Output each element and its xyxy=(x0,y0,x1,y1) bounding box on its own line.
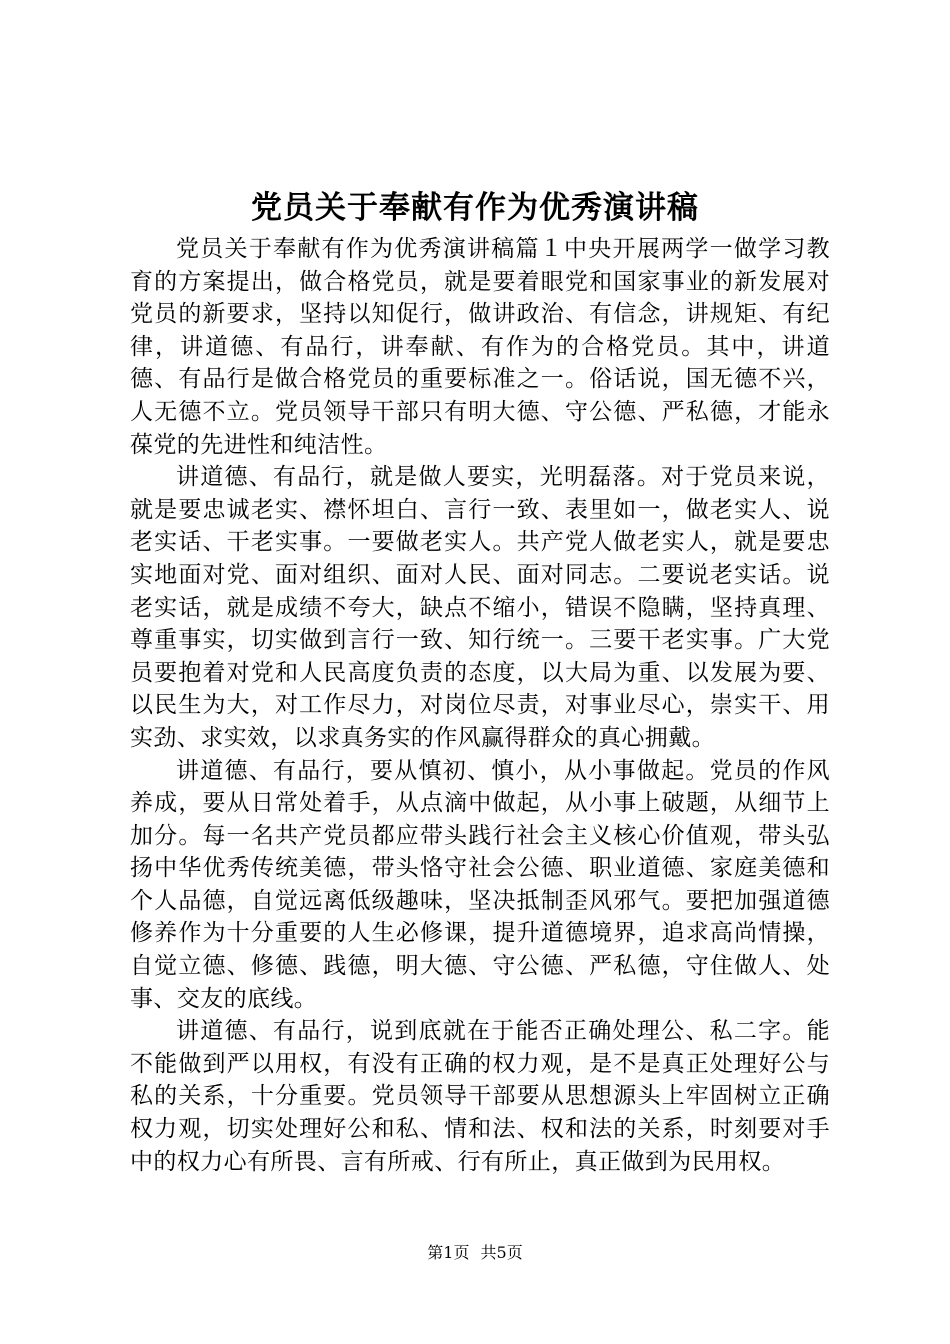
paragraph-1: 党员关于奉献有作为优秀演讲稿篇１中央开展两学一做学习教育的方案提出，做合格党员，就是要着眼党和国家事业的新发展对党员的新要求，坚持以知促行，做讲政治、有信念，讲规矩、有纪律，讲道德、有品行，讲奉献、有作为的合格党员。其中，讲道德、有品行是做合格党员的重要标准之一。俗话说，国无德不兴，人无德不立。党员领导干部只有明大德、守公德、严私德，才能永葆党的先进性和纯洁性。 xyxy=(130,236,830,458)
paragraph-3: 讲道德、有品行，要从慎初、慎小，从小事做起。党员的作风养成，要从日常处着手，从点滴中做起，从小事上破题，从细节上加分。每一名共产党员都应带头践行社会主义核心价值观，带头弘扬中华优秀传统美德，带头恪守社会公德、职业道德、家庭美德和个人品德，自觉远离低级趣味，坚决抵制歪风邪气。要把加强道德修养作为十分重要的人生必修课，提升道德境界，追求高尚情操，自觉立德、修德、践德，明大德、守公德、严私德，守住做人、处事、交友的底线。 xyxy=(130,757,830,1012)
page-title: 党员关于奉献有作为优秀演讲稿 xyxy=(251,190,699,226)
paragraph-2: 讲道德、有品行，就是做人要实，光明磊落。对于党员来说，就是要忠诚老实、襟怀坦白、言行一致、表里如一，做老实人、说老实话、干老实事。一要做老实人。共产党人做老实人，就是要忠实地面对党、面对组织、面对人民、面对同志。二要说老实话。说老实话，就是成绩不夸大，缺点不缩小，错误不隐瞒，坚持真理、尊重事实，切实做到言行一致、知行统一。三要干老实事。广大党员要抱着对党和人民高度负责的态度，以大局为重、以发展为要、以民生为大，对工作尽力，对岗位尽责，对事业尽心，崇实干、用实劲、求实效，以求真务实的作风赢得群众的真心拥戴。 xyxy=(130,464,830,751)
page-number-footer: 第1页 共5页 xyxy=(427,1243,523,1262)
document-body xyxy=(130,233,830,1178)
paragraph-4: 讲道德、有品行，说到底就在于能否正确处理公、私二字。能不能做到严以用权，有没有正确的权力观，是不是真正处理好公与私的关系，十分重要。党员领导干部要从思想源头上牢固树立正确权力观，切实处理好公和私、情和法、权和法的关系，时刻要对手中的权力心有所畏、言有所戒、行有所止，真正做到为民用权。 xyxy=(130,1018,830,1175)
